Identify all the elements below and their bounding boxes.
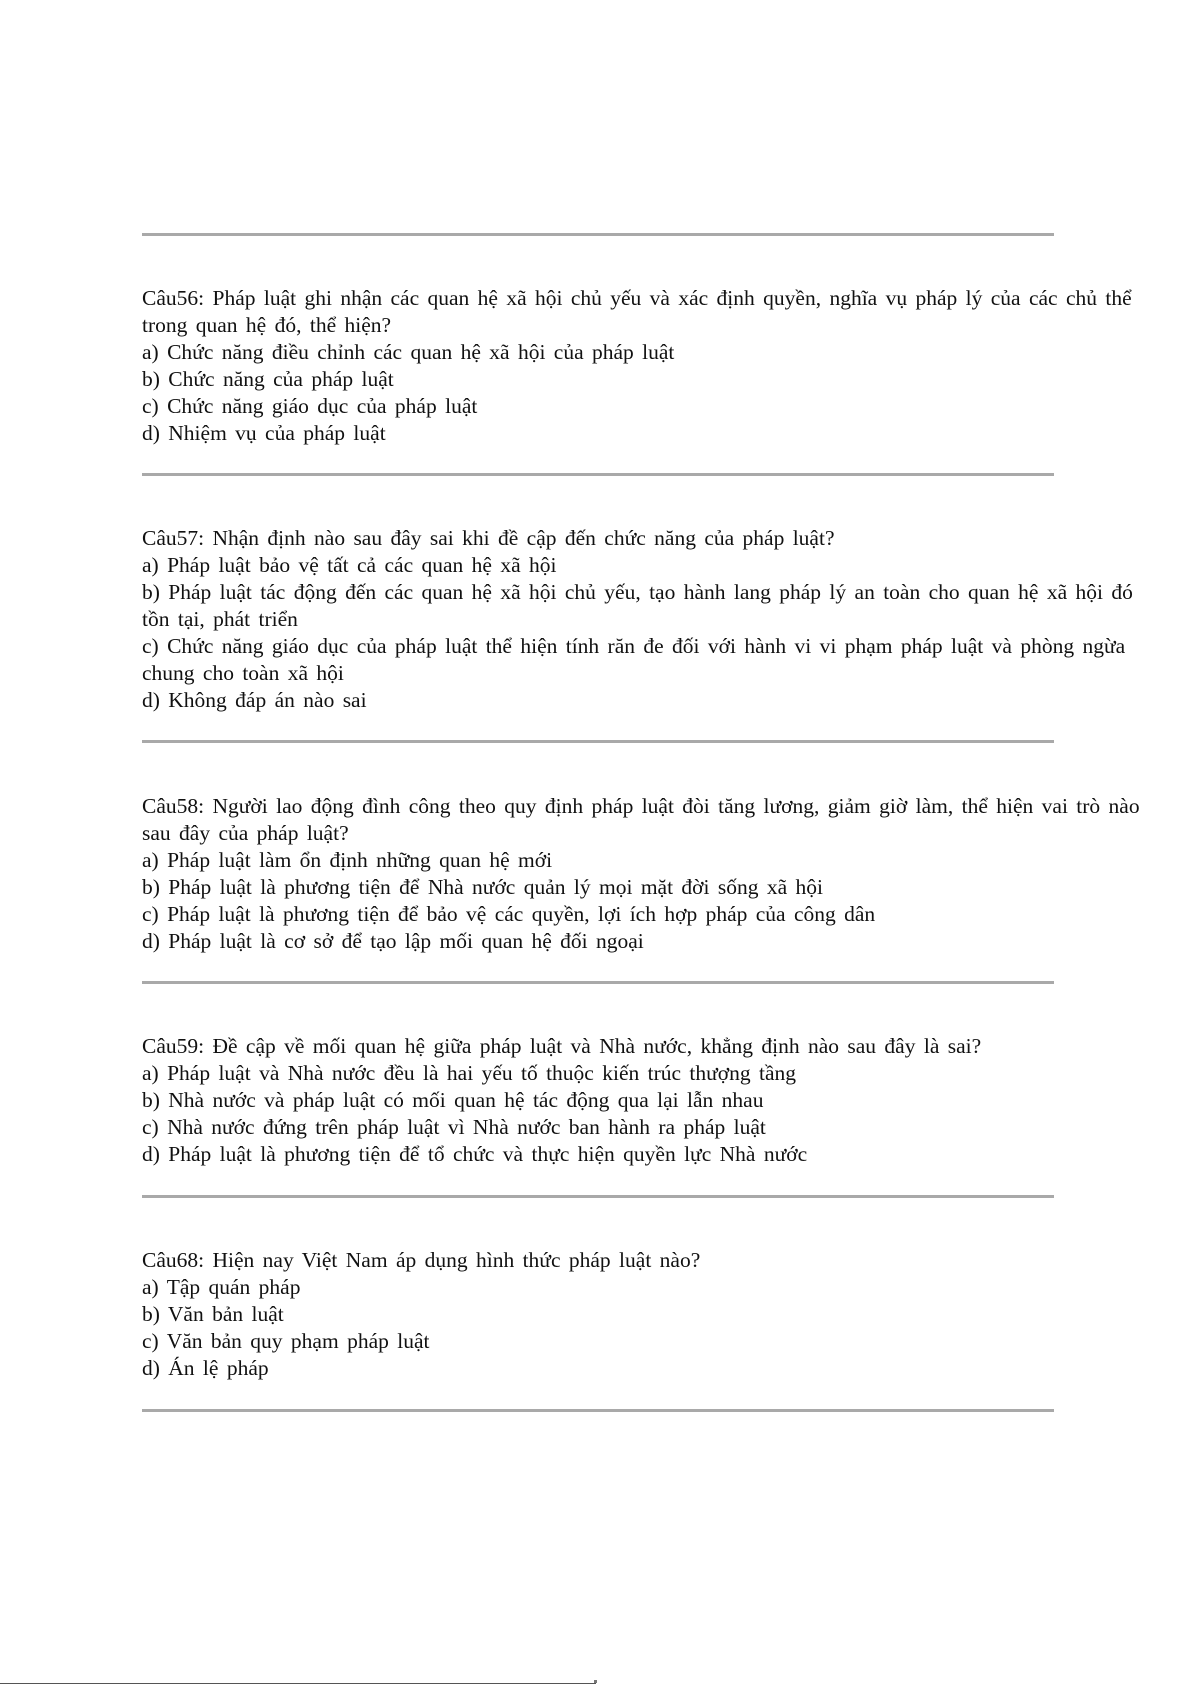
question-56	[142, 285, 1142, 447]
option-c: c) Chức năng giáo dục của pháp luật	[142, 394, 478, 418]
option-d: d) Pháp luật là cơ sở để tạo lập mối quan hệ đối ngoại	[142, 929, 644, 953]
option-b: b) Văn bản luật	[142, 1302, 284, 1326]
footer-line	[0, 1683, 596, 1684]
option-c: c) Chức năng giáo dục của pháp luật thể hiện tính răn đe đối với hành vi vi phạm pháp luật và phòng ngừa chung cho toàn xã hội	[142, 634, 1126, 685]
question-68	[142, 1247, 1142, 1382]
question-57	[142, 525, 1142, 714]
question-stem: Câu59: Đề cập về mối quan hệ giữa pháp luật và Nhà nước, khẳng định nào sau đây là sai?	[142, 1034, 982, 1058]
divider-rule	[142, 473, 1054, 476]
option-d: d) Án lệ pháp	[142, 1356, 269, 1380]
option-c: c) Nhà nước đứng trên pháp luật vì Nhà nước ban hành ra pháp luật	[142, 1115, 766, 1139]
option-b: b) Chức năng của pháp luật	[142, 367, 394, 391]
divider-rule	[142, 740, 1054, 743]
option-a: a) Pháp luật bảo vệ tất cả các quan hệ xã hội	[142, 553, 557, 577]
question-stem: Câu58: Người lao động đình công theo quy định pháp luật đòi tăng lương, giảm giờ làm, thể hiện vai trò nào sau đây của pháp luật?	[142, 794, 1140, 845]
option-c: c) Pháp luật là phương tiện để bảo vệ các quyền, lợi ích hợp pháp của công dân	[142, 902, 876, 926]
divider-rule	[142, 1195, 1054, 1198]
question-stem: Câu57: Nhận định nào sau đây sai khi đề cập đến chức năng của pháp luật?	[142, 526, 835, 550]
option-d: d) Không đáp án nào sai	[142, 688, 367, 712]
question-stem: Câu68: Hiện nay Việt Nam áp dụng hình thức pháp luật nào?	[142, 1248, 701, 1272]
option-c: c) Văn bản quy phạm pháp luật	[142, 1329, 430, 1353]
option-d: d) Pháp luật là phương tiện để tổ chức và thực hiện quyền lực Nhà nước	[142, 1142, 808, 1166]
divider-rule	[142, 981, 1054, 984]
footer-mark	[594, 1680, 597, 1683]
divider-rule	[142, 1409, 1054, 1412]
question-59	[142, 1033, 1142, 1168]
option-b: b) Pháp luật tác động đến các quan hệ xã hội chủ yếu, tạo hành lang pháp lý an toàn cho quan hệ xã hội đó tồn tại, phát triển	[142, 580, 1133, 631]
option-a: a) Tập quán pháp	[142, 1275, 301, 1299]
question-stem: Câu56: Pháp luật ghi nhận các quan hệ xã hội chủ yếu và xác định quyền, nghĩa vụ pháp lý của các chủ thể trong quan hệ đó, thể hiện?	[142, 286, 1132, 337]
option-a: a) Chức năng điều chỉnh các quan hệ xã hội của pháp luật	[142, 340, 675, 364]
option-a: a) Pháp luật làm ổn định những quan hệ mới	[142, 848, 553, 872]
option-a: a) Pháp luật và Nhà nước đều là hai yếu tố thuộc kiến trúc thượng tầng	[142, 1061, 797, 1085]
question-58	[142, 793, 1142, 955]
divider-rule	[142, 233, 1054, 236]
option-b: b) Pháp luật là phương tiện để Nhà nước quản lý mọi mặt đời sống xã hội	[142, 875, 824, 899]
option-b: b) Nhà nước và pháp luật có mối quan hệ tác động qua lại lẫn nhau	[142, 1088, 764, 1112]
option-d: d) Nhiệm vụ của pháp luật	[142, 421, 386, 445]
